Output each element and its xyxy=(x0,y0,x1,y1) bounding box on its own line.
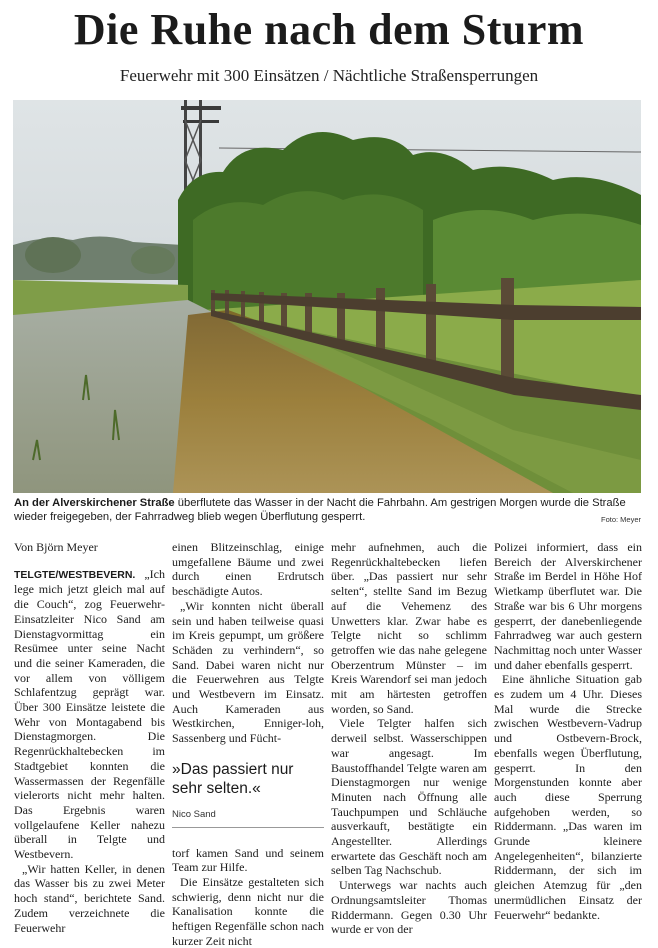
pull-quote: »Das passiert nur sehr selten.« xyxy=(172,760,294,797)
pull-quote-author: Nico Sand xyxy=(172,808,324,828)
column-2 xyxy=(172,540,324,948)
paragraph: mehr aufnehmen, auch die Regenrückhaltebecken liefen über. „Das passiert nur sehr selten“, stellte Sand im Bezug auf die Vehemenz des Unwetters klar. Zwar habe es Telgte nicht so schlimm getroffen wie das nahe gelegene Oberzentrum Münster – im Kreis Warendorf sei man jedoch mit am härtesten getroffen worden, so Sand. xyxy=(331,540,487,716)
paragraph-text: „Ich lege mich jetzt gleich mal auf die Couch“, zog Feuerwehr-Einsatzleiter Nico Sand am Dienstagvormittag ein Resümee unter seine Nacht und die seiner Kameraden, die vor allem von völligem Schlafentzug geprägt war. Über 300 Einsätze leistete die Wehr von Montagabend bis Dienstagmorgen. Die Regenrückhaltebecken im Stadtgebiet konnten die Wassermassen der Regenfälle vielerorts nicht mehr halten. Das Ergebnis waren vollgelaufene Keller nahezu überall in Telgte und Westbevern. xyxy=(14,566,165,862)
paragraph: Viele Telgter halfen sich derweil selbst. Wasserschippen war angesagt. Im Baustoffhandel Telgte waren am Dienstagmorgen nur wenige Minuten nach Öffnung alle Tauchpumpen und Schläuche ausverkauft, bestätigte ein Angestellter. Allerdings erwartete das Geschäft noch am selben Tag Nachschub. xyxy=(331,716,487,878)
paragraph: torf kamen Sand und seinem Team zur Hilfe. xyxy=(172,845,324,875)
paragraph: „Wir hatten Keller, in denen das Wasser bis zu zwei Meter hoch stand“, berichtete Sand. Zudem verzeichnete die Feuerwehr xyxy=(14,861,165,935)
column-1 xyxy=(14,540,165,935)
paragraph: „Wir konnten nicht überall sein und haben teilweise quasi im Kreis gepumpt, um größere Schäden zu verhindern“, so Sand. Dabei waren nicht nur die Feuerwehren aus Telgte und Westbevern im Einsatz. Auch Kameraden aus Westkirchen, Enniger-loh, Sassenberg und Fücht- xyxy=(172,598,324,746)
paragraph: Die Einsätze gestalteten sich schwierig, denn nicht nur die Kanalisation konnte die heftigen Regenfälle schon nach kurzer Zeit nicht xyxy=(172,874,324,948)
paragraph: einen Blitzeinschlag, einige umgefallene Bäume und zwei durch einen Erdrutsch beschädigte Autos. xyxy=(172,540,324,599)
subheadline: Feuerwehr mit 300 Einsätzen / Nächtliche Straßensperrungen xyxy=(119,66,539,85)
paragraph: Polizei informiert, dass ein Bereich der Alverskirchener Straße im Berdel in Höhe Hof Wietkamp überflutet war. Die Straße war bis 6 Uhr morgens gesperrt, der danebenliegende Fahrradweg war auch gestern Nachmittag noch unter Wasser und daher ebenfalls gesperrt. xyxy=(494,540,642,672)
photo-caption xyxy=(14,496,642,524)
paragraph: Unterwegs war nachts auch Ordnungsamtsleiter Thomas Riddermann. Gegen 0.30 Uhr wurde er von der xyxy=(331,878,487,937)
paragraph: Eine ähnliche Situation gab es zudem um 4 Uhr. Dieses Mal wurde die Strecke zwischen Westbevern-Vadrup und Ostbevern-Brock, ebenfalls wegen Überflutung, gesperrt. In den Morgenstunden konnte aber auch diese Sperrung aufgehoben werden, so Riddermann. „Das waren im Grunde kleinere Angelegenheiten“, bilanzierte Riddermann, der sich im gleichen Atemzug für „den unermüdlichen Einsatz der Feuerwehr“ bedankte. xyxy=(494,672,642,922)
article-photo xyxy=(13,100,641,493)
dateline: TELGTE/WESTBEVERN. xyxy=(14,568,136,581)
column-4 xyxy=(494,540,642,922)
paragraph xyxy=(14,567,165,862)
caption-text: überflutete das Wasser in der Nacht die Fahrbahn. Am gestrigen Morgen wurde die Straße wieder freigegeben, der Fahrradweg blieb wegen Überflutung gesperrt. xyxy=(14,497,626,523)
byline: Von Björn Meyer xyxy=(14,540,98,554)
caption-lead: An der Alverskirchener Straße xyxy=(14,497,175,509)
headline: Die Ruhe nach dem Sturm xyxy=(73,5,585,54)
column-3 xyxy=(331,540,487,937)
photo-credit: Foto: Meyer xyxy=(600,515,641,524)
